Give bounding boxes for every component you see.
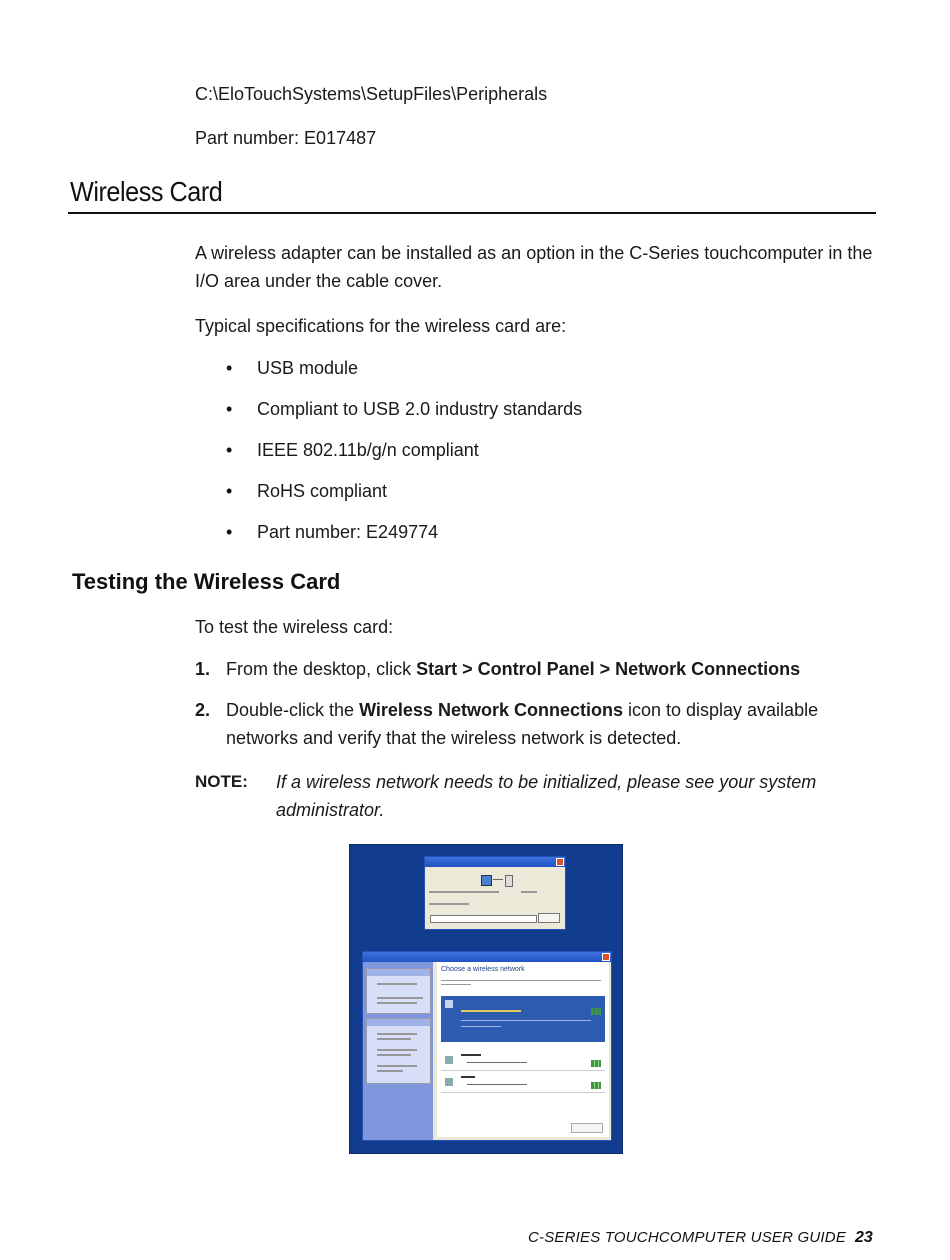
part-number-line: Part number: E017487	[195, 128, 377, 148]
bullet-dot: •	[226, 481, 233, 501]
dialog-text-line	[429, 891, 499, 893]
network-name-line	[461, 1054, 481, 1056]
task-line	[377, 1065, 417, 1067]
section-title: Wireless Card	[70, 176, 223, 207]
task-line	[377, 1049, 417, 1051]
signal-strength-icon	[591, 1060, 601, 1067]
access-point-icon	[505, 875, 513, 887]
note-label: NOTE:	[195, 772, 248, 791]
network-desc-line	[461, 1026, 501, 1027]
task-line	[377, 1054, 411, 1056]
bullet-dot: •	[226, 440, 233, 460]
bullet-dot: •	[226, 522, 233, 542]
signal-strength-icon	[591, 1008, 601, 1015]
testing-intro: To test the wireless card:	[195, 617, 394, 637]
close-icon	[602, 953, 610, 961]
task-line	[377, 1038, 411, 1040]
section-rule	[68, 212, 876, 214]
box-header	[367, 969, 430, 976]
list-item: Compliant to USB 2.0 industry standards	[257, 399, 583, 419]
computer-icon	[481, 875, 492, 886]
antenna-icon	[445, 1000, 453, 1008]
wireless-network-screenshot	[349, 844, 623, 1154]
instruction-line	[441, 980, 601, 981]
list-item: USB module	[257, 358, 359, 378]
network-status-line	[467, 1084, 527, 1085]
network-desc-line	[461, 1020, 591, 1021]
box-header	[367, 1019, 430, 1026]
antenna-icon	[445, 1056, 453, 1064]
network-status-line	[467, 1062, 527, 1063]
footer-guide-title: C-SERIES TOUCHCOMPUTER USER GUIDE	[528, 1229, 847, 1246]
bullet-dot: •	[226, 399, 233, 419]
instruction-line	[441, 984, 471, 985]
testing-heading: Testing the Wireless Card	[72, 569, 341, 594]
network-list-pane	[437, 962, 609, 1137]
step-2-bold: Wireless Network Connections	[359, 700, 623, 720]
step-2-prefix: Double-click the	[226, 700, 360, 720]
close-icon	[556, 858, 564, 866]
task-sidebar	[363, 962, 433, 1140]
step-1-path: Start > Control Panel > Network Connections	[416, 659, 801, 679]
network-row	[441, 1052, 605, 1071]
network-window	[362, 951, 612, 1141]
window-heading: Choose a wireless network	[441, 966, 525, 973]
spec-intro: Typical specifications for the wireless card are:	[195, 316, 567, 336]
dialog-titlebar	[425, 857, 565, 867]
step-number: 1.	[195, 659, 211, 679]
step-2-suffix: icon to display available networks and verify that the wireless network is detected.	[226, 700, 819, 748]
note-text: If a wireless network needs to be initialized, please see your system administrator.	[276, 772, 817, 820]
task-line	[377, 983, 417, 985]
related-tasks-box	[366, 1018, 431, 1084]
list-item: IEEE 802.11b/g/n compliant	[257, 440, 479, 460]
step-1-prefix: From the desktop, click	[226, 659, 417, 679]
antenna-icon	[445, 1078, 453, 1086]
task-line	[377, 1070, 403, 1072]
network-name-line	[461, 1076, 475, 1078]
step-2-text	[226, 696, 866, 752]
path-line: C:\EloTouchSystems\SetupFiles\Peripherals	[195, 84, 548, 104]
task-line	[377, 1033, 417, 1035]
signal-strength-icon	[591, 1082, 601, 1089]
network-row	[441, 1074, 605, 1093]
task-line	[377, 997, 423, 999]
page-number: 23	[855, 1229, 873, 1246]
network-label-line	[461, 1010, 521, 1012]
selected-network	[441, 996, 605, 1042]
network-tasks-box	[366, 968, 431, 1014]
window-titlebar	[363, 952, 611, 962]
bullet-dot: •	[226, 358, 233, 378]
list-item: Part number: E249774	[257, 522, 439, 542]
intro-paragraph: A wireless adapter can be installed as an option in the C-Series touchcomputer in the I/O area under the cable cover.	[195, 243, 873, 291]
list-item: RoHS compliant	[257, 481, 388, 501]
task-line	[377, 1002, 417, 1004]
connecting-dialog	[424, 856, 566, 930]
connect-button	[571, 1123, 603, 1133]
step-number: 2.	[195, 700, 211, 720]
progress-bar	[430, 915, 537, 923]
dialog-text-line	[429, 903, 469, 905]
cancel-button	[538, 913, 560, 923]
step-1-text	[226, 655, 866, 683]
dialog-text-line	[521, 891, 537, 893]
connection-line	[493, 879, 503, 880]
